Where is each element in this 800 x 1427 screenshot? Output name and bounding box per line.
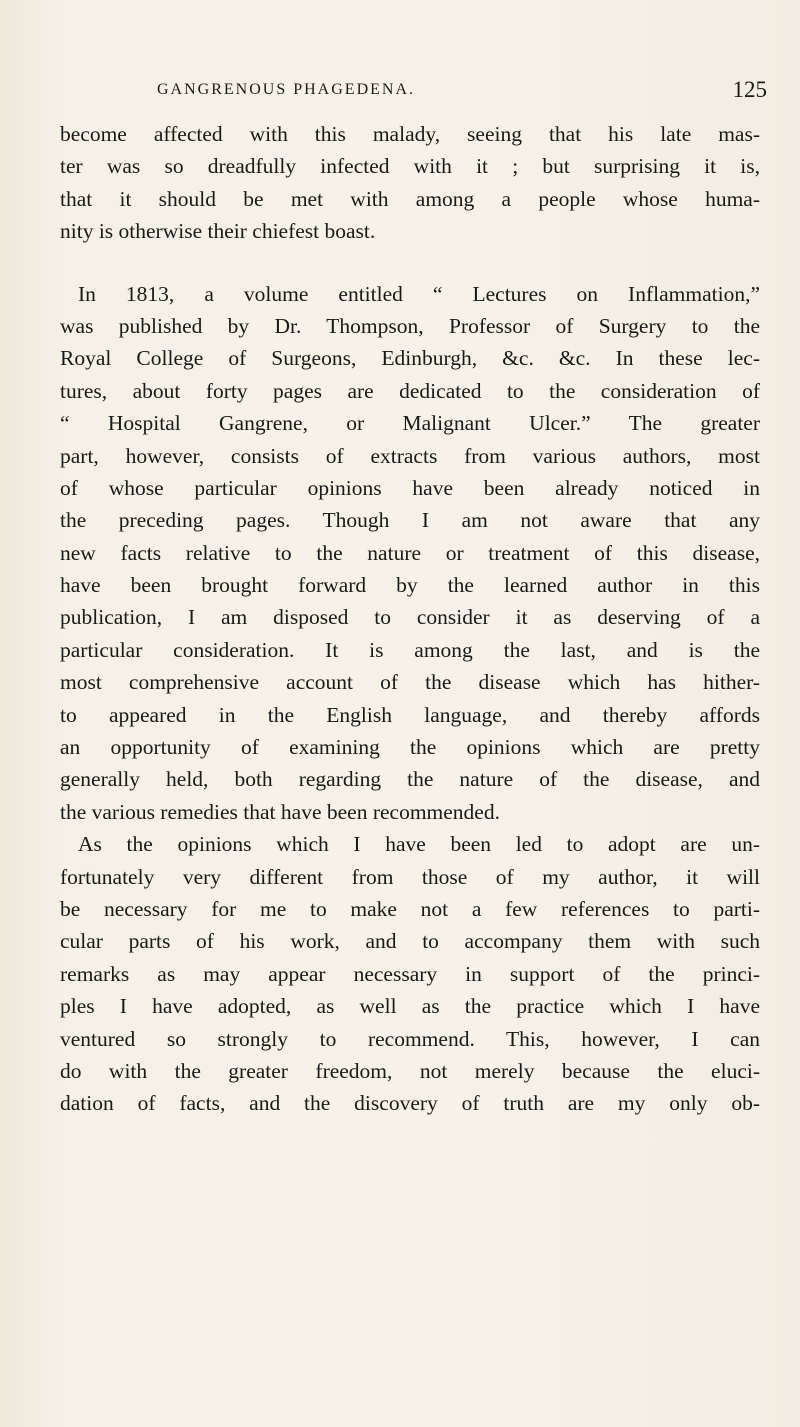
- text-line: be necessary for me to make not a few references to parti-: [60, 896, 760, 921]
- text-line: In 1813, a volume entitled “ Lectures on Inflammation,”: [78, 281, 760, 306]
- text-line: publication, I am disposed to consider it as deserving of a: [60, 605, 760, 630]
- text-line: new facts relative to the nature or treatment of this disease,: [60, 540, 760, 565]
- paragraph-1: [60, 118, 760, 248]
- text-line: ples I have adopted, as well as the practice which I have: [60, 994, 760, 1019]
- text-line: was published by Dr. Thompson, Professor of Surgery to the: [60, 313, 760, 338]
- text-line: tures, about forty pages are dedicated to the consideration of: [60, 378, 760, 403]
- text-line: particular consideration. It is among the last, and is the: [60, 637, 760, 662]
- text-line: generally held, both regarding the nature of the disease, and: [60, 767, 760, 792]
- text-line: As the opinions which I have been led to adopt are un-: [78, 832, 760, 857]
- paragraph-2: [60, 278, 760, 310]
- text-line: that it should be met with among a people whose huma-: [60, 186, 760, 211]
- running-head: [60, 75, 775, 105]
- text-line: fortunately very different from those of my author, it will: [60, 864, 760, 889]
- text-line: Royal College of Surgeons, Edinburgh, &c. &c. In these lec-: [60, 346, 760, 371]
- text-line: nity is otherwise their chiefest boast.: [60, 219, 376, 244]
- page-number: 125: [732, 77, 767, 102]
- text-line: have been brought forward by the learned author in this: [60, 573, 760, 598]
- text-line: part, however, consists of extracts from various authors, most: [60, 443, 760, 468]
- text-line: do with the greater freedom, not merely because the eluci-: [60, 1058, 760, 1083]
- text-line: the preceding pages. Though I am not aware that any: [60, 508, 760, 533]
- running-title: GANGRENOUS PHAGEDENA.: [157, 81, 415, 98]
- text-line: of whose particular opinions have been already noticed in: [60, 475, 760, 500]
- text-line: become affected with this malady, seeing that his late mas-: [60, 122, 760, 146]
- text-line: remarks as may appear necessary in support of the princi-: [60, 961, 760, 986]
- paragraph-3: [60, 828, 760, 860]
- text-line: dation of facts, and the discovery of truth are my only ob-: [60, 1091, 760, 1116]
- paragraph-3-body: [60, 861, 760, 1120]
- text-line: ter was so dreadfully infected with it ; but surprising it is,: [60, 154, 760, 179]
- text-line: an opportunity of examining the opinions which are pretty: [60, 735, 760, 760]
- text-line: most comprehensive account of the disease which has hither-: [60, 670, 760, 695]
- text-line: “ Hospital Gangrene, or Malignant Ulcer.” The greater: [60, 411, 760, 436]
- paragraph-gap: [60, 248, 760, 278]
- paragraph-2-body: [60, 310, 760, 828]
- text-line: cular parts of his work, and to accompany them with such: [60, 929, 760, 954]
- text-line: the various remedies that have been recommended.: [60, 799, 500, 824]
- body-text: [60, 118, 760, 1120]
- text-line: to appeared in the English language, and thereby affords: [60, 702, 760, 727]
- text-line: ventured so strongly to recommend. This, however, I can: [60, 1026, 760, 1051]
